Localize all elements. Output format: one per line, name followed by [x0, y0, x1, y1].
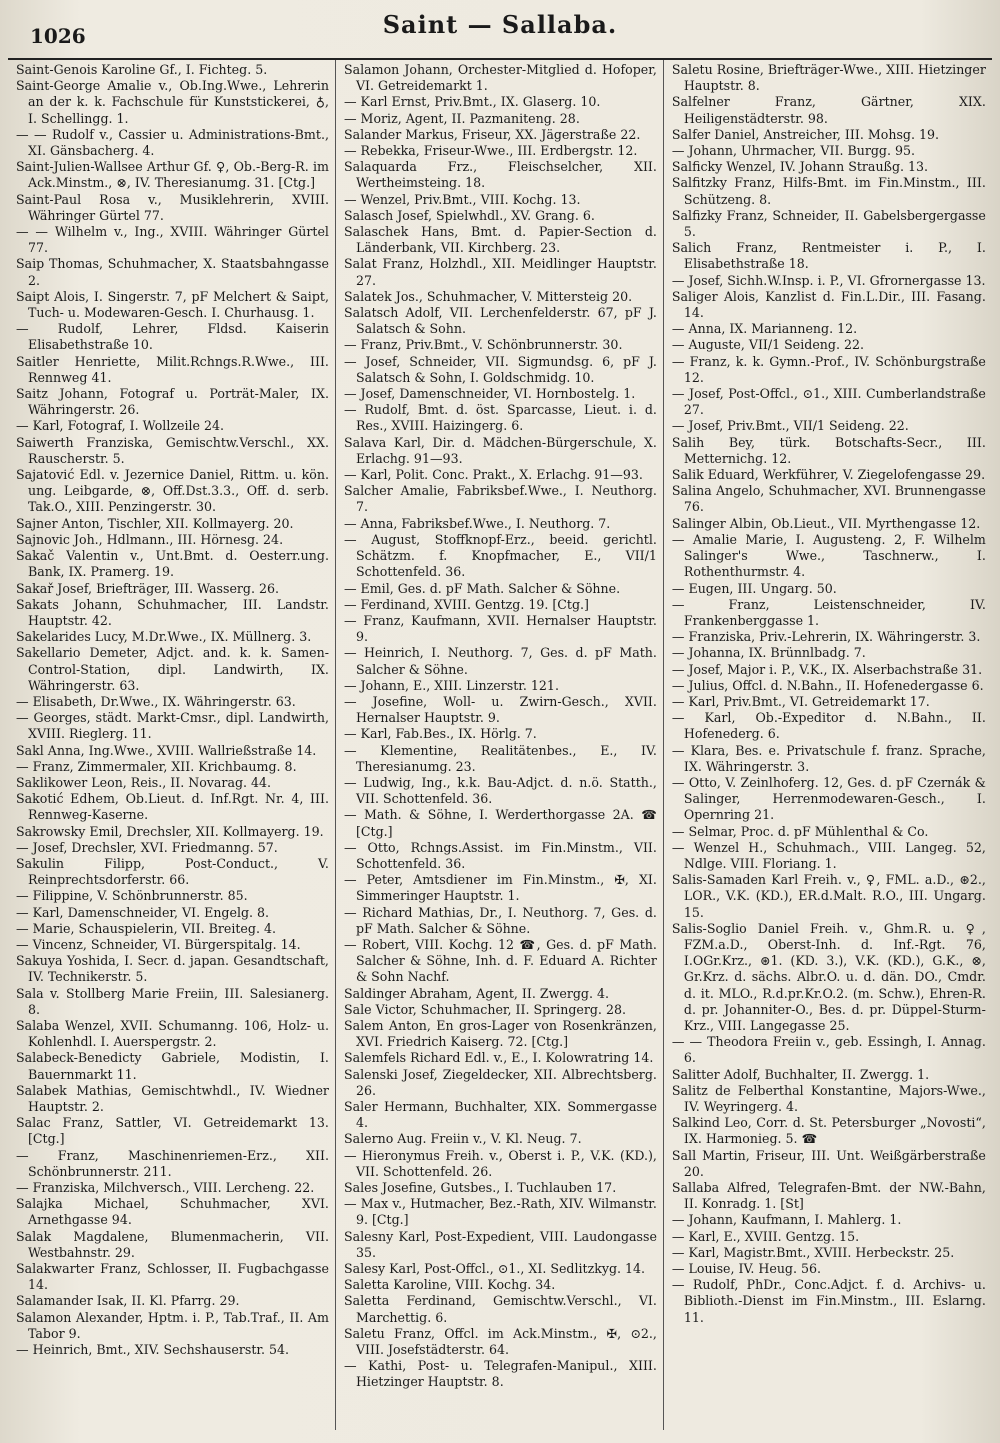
directory-entry: Salemfels Richard Edl. v., E., I. Kolowratring 14. [343, 1050, 654, 1066]
directory-entry: Salina Angelo, Schuhmacher, XVI. Brunnengasse 76. [671, 483, 986, 515]
directory-entry: — Rudolf, PhDr., Conc.Adjct. f. d. Archivs- u. Biblioth.-Dienst im Fin.Minstm., III. Eslarng. 11. [671, 1277, 986, 1325]
directory-entry: Sakellario Demeter, Adjct. and. k. k. Samen-Control-Station, dipl. Landwirth, IX. Währingerstr. 63. [16, 645, 329, 693]
directory-entry: — Karl, E., XVIII. Gentzg. 15. [671, 1228, 860, 1244]
directory-entry: — Anna, Fabriksbef.Wwe., I. Neuthorg. 7. [343, 515, 611, 531]
directory-entry: — Johann, Kaufmann, I. Mahlerg. 1. [671, 1212, 902, 1228]
directory-entry: — Emil, Ges. d. pF Math. Salcher & Söhne. [343, 580, 621, 596]
directory-entry: Salis-Soglio Daniel Freih. v., Ghm.R. u. ♀, FZM.a.D., Oberst-Inh. d. Inf.-Rgt. 76, I.OGr.Krz., ⊛1. (KD. 3.), V.K. (KD.), G.K., ⊗, Gr.Krz. d. sächs. Albr.O. u. d. dän. DO., Cmdr. d. it. MLO., R.d.pr.Kr.O.2. (m. Schw.), Ehren-R. d. pr. Johanniter-O., Bes. d. pr. Düppel-Sturm-Krz., VIII. Langegasse 25. [671, 920, 986, 1033]
directory-entry: — Johann, Uhrmacher, VII. Burgg. 95. [671, 143, 916, 159]
directory-entry: Sakelarides Lucy, M.Dr.Wwe., IX. Müllnerg. 3. [16, 629, 312, 645]
directory-entry: — Karl, Fotograf, I. Wollzeile 24. [16, 418, 224, 434]
directory-column-right [664, 60, 992, 1430]
directory-entry: — Franz, Priv.Bmt., V. Schönbrunnerstr. 30. [343, 337, 623, 353]
directory-entry: Salitz de Felberthal Konstantine, Majors-Wwe., IV. Weyringerg. 4. [671, 1082, 986, 1114]
directory-entry: Salaba Wenzel, XVII. Schumanng. 106, Holz- u. Kohlenhdl. I. Auerspergstr. 2. [16, 1017, 329, 1050]
directory-entry: Salfizky Franz, Schneider, II. Gabelsbergergasse 5. [671, 207, 986, 240]
directory-column-middle [336, 60, 664, 1430]
directory-entry: — Karl, Ob.-Expeditor d. N.Bahn., II. Hofenederg. 6. [671, 710, 986, 742]
directory-entry: — Franziska, Priv.-Lehrerin, IX. Währingerstr. 3. [671, 629, 981, 645]
directory-entry: Salajka Michael, Schuhmacher, XVI. Arnethgasse 94. [16, 1196, 329, 1228]
directory-entry: Salich Franz, Rentmeister i. P., I. Elisabethstraße 18. [671, 240, 986, 272]
directory-column-left [8, 60, 336, 1430]
directory-entry: — Ludwig, Ing., k.k. Bau-Adjct. d. n.ö. Statth., VII. Schottenfeld. 36. [343, 774, 657, 807]
directory-entry: — Karl, Damenschneider, VI. Engelg. 8. [16, 904, 270, 920]
directory-entry: Salava Karl, Dir. d. Mädchen-Bürgerschule, X. Erlachg. 91—93. [343, 434, 657, 466]
directory-entry: — — Rudolf v., Cassier u. Administrations-Bmt., XI. Gänsbacherg. 4. [16, 126, 329, 159]
directory-entry: Saiwerth Franziska, Gemischtw.Verschl., XX. Rauscherstr. 5. [16, 434, 329, 466]
directory-entry: — Peter, Amtsdiener im Fin.Minstm., ✠, XI. Simmeringer Hauptstr. 1. [343, 872, 657, 904]
directory-entry: Sale Victor, Schuhmacher, II. Springerg. 28. [343, 1001, 626, 1017]
directory-entry: Saler Hermann, Buchhalter, XIX. Sommergasse 4. [343, 1099, 657, 1131]
directory-entry: Sall Martin, Friseur, III. Unt. Weißgärberstraße 20. [671, 1147, 986, 1179]
directory-entry: Sakl Anna, Ing.Wwe., XVIII. Wallrießstraße 14. [16, 742, 317, 758]
directory-entry: Sajatović Edl. v. Jezernice Daniel, Rittm. u. kön. ung. Leibgarde, ⊗, Off.Dst.3.3., Off. d. serb. Tak.O., XIII. Penzingerstr. 30. [16, 467, 329, 515]
directory-entry: — Richard Mathias, Dr., I. Neuthorg. 7, Ges. d. pF Math. Salcher & Söhne. [343, 904, 657, 936]
directory-entry: — Josefine, Woll- u. Zwirn-Gesch., XVII. Hernalser Hauptstr. 9. [343, 693, 657, 726]
directory-entry: Salcher Amalie, Fabriksbef.Wwe., I. Neuthorg. 7. [343, 483, 657, 515]
page-title: Saint — Sallaba. [382, 10, 618, 39]
directory-entry: Sakulin Filipp, Post-Conduct., V. Reinprechtsdorferstr. 66. [16, 855, 329, 888]
directory-entry: — Franz, Kaufmann, XVII. Hernalser Hauptstr. 9. [343, 612, 657, 645]
directory-entry: — Amalie Marie, I. Augusteng. 2, F. Wilhelm Salinger's Wwe., Taschnerw., I. Rothenthurmstr. 4. [671, 531, 986, 580]
directory-entry: — Vincenz, Schneider, VI. Bürgerspitalg. 14. [16, 936, 301, 952]
directory-entry: Sakač Valentin v., Unt.Bmt. d. Oesterr.ung. Bank, IX. Pramerg. 19. [16, 548, 329, 580]
directory-entry: Sakotić Edhem, Ob.Lieut. d. Inf.Rgt. Nr. 4, III. Rennweg-Kaserne. [16, 791, 329, 823]
directory-entry: — Robert, VIII. Kochg. 12 ☎, Ges. d. pF Math. Salcher & Söhne, Inh. d. F. Eduard A. Richter & Sohn Nachf. [343, 936, 657, 985]
directory-entry: — Karl, Polit. Conc. Prakt., X. Erlachg. 91—93. [343, 467, 643, 483]
directory-entry: — Franz, k. k. Gymn.-Prof., IV. Schönburgstraße 12. [671, 353, 986, 385]
directory-entry: — Marie, Schauspielerin, VII. Breiteg. 4. [16, 920, 276, 936]
directory-entry: — Josef, Drechsler, XVI. Friedmanng. 57. [16, 839, 278, 855]
directory-entry: — Johanna, IX. Brünnlbadg. 7. [671, 645, 866, 661]
directory-entry: Saletu Franz, Offcl. im Ack.Minstm., ✠, ⊙2., VIII. Josefstädterstr. 64. [343, 1325, 657, 1358]
directory-entry: Salis-Samaden Karl Freih. v., ♀, FML. a.D., ⊛2., LOR., V.K. (KD.), ER.d.Malt. R.O., III. Ungarg. 15. [671, 872, 986, 920]
directory-entry: Salabeck-Benedicty Gabriele, Modistin, I. Bauernmarkt 11. [16, 1050, 329, 1082]
directory-entry: Saitler Henriette, Milit.Rchngs.R.Wwe., III. Rennweg 41. [16, 353, 329, 385]
directory-entry: — Heinrich, I. Neuthorg. 7, Ges. d. pF Math. Salcher & Söhne. [343, 645, 657, 677]
directory-entry: Saint-Genois Karoline Gf., I. Fichteg. 5. [16, 62, 268, 77]
directory-entry: — Max v., Hutmacher, Bez.-Rath, XIV. Wilmanstr. 9. [Ctg.] [343, 1196, 657, 1228]
directory-entry: — Math. & Söhne, I. Werderthorgasse 2A. ☎ [Ctg.] [343, 807, 657, 839]
directory-entry: Salat Franz, Holzhdl., XII. Meidlinger Hauptstr. 27. [343, 256, 657, 288]
directory-entry: Sala v. Stollberg Marie Freiin, III. Salesianerg. 8. [16, 985, 329, 1017]
directory-entry: — Josef, Major i. P., V.K., IX. Alserbachstraße 31. [671, 661, 983, 677]
directory-entry: Salak Magdalene, Blumenmacherin, VII. Westbahnstr. 29. [16, 1228, 329, 1260]
page-number: 1026 [30, 24, 86, 48]
directory-entry: Salaquarda Frz., Fleischselcher, XII. Wertheimsteing. 18. [343, 159, 657, 191]
directory-entry: Sajner Anton, Tischler, XII. Kollmayerg. 20. [16, 515, 294, 531]
directory-entry: Saitz Johann, Fotograf u. Porträt-Maler, IX. Währingerstr. 26. [16, 386, 329, 418]
directory-entry: Salficky Wenzel, IV. Johann Straußg. 13. [671, 159, 929, 175]
directory-entry: Salatek Jos., Schuhmacher, V. Mittersteig 20. [343, 288, 633, 304]
directory-entry: — Rebekka, Friseur-Wwe., III. Erdbergstr. 12. [343, 143, 638, 159]
directory-entry: — Josef, Post-Offcl., ⊙1., XIII. Cumberlandstraße 27. [671, 386, 986, 418]
directory-entry: Salfelner Franz, Gärtner, XIX. Heiligenstädterstr. 98. [671, 94, 986, 126]
directory-entry: Salamon Johann, Orchester-Mitglied d. Hofoper, VI. Getreidemarkt 1. [343, 62, 657, 94]
directory-entry: — Franz, Leistenschneider, IV. Frankenberggasse 1. [671, 596, 986, 628]
directory-entry: — Wenzel, Priv.Bmt., VIII. Kochg. 13. [343, 191, 581, 207]
directory-entry: — Josef, Schneider, VII. Sigmundsg. 6, pF J. Salatsch & Sohn, I. Goldschmidg. 10. [343, 353, 657, 385]
directory-entry: Sakrowsky Emil, Drechsler, XII. Kollmayerg. 19. [16, 823, 324, 839]
directory-entry: Salac Franz, Sattler, VI. Getreidemarkt 13. [Ctg.] [16, 1115, 329, 1147]
directory-entry: — Franziska, Milchversch., VIII. Lercheng. 22. [16, 1180, 315, 1196]
directory-entry: Salatsch Adolf, VII. Lerchenfelderstr. 67, pF J. Salatsch & Sohn. [343, 305, 657, 337]
directory-entry: Salitter Adolf, Buchhalter, II. Zwergg. 1. [671, 1066, 930, 1082]
directory-entry: Salinger Albin, Ob.Lieut., VII. Myrthengasse 12. [671, 515, 981, 531]
directory-entry: Sakař Josef, Briefträger, III. Wasserg. 26. [16, 580, 280, 596]
directory-entry: Saliger Alois, Kanzlist d. Fin.L.Dir., III. Fasang. 14. [671, 288, 986, 321]
directory-entry: — Anna, IX. Marianneng. 12. [671, 321, 858, 337]
directory-entry: — Georges, städt. Markt-Cmsr., dipl. Landwirth, XVIII. Rieglerg. 11. [16, 710, 329, 742]
directory-entry: Salih Bey, türk. Botschafts-Secr., III. Metternichg. 12. [671, 434, 986, 466]
directory-entry: Sakuya Yoshida, I. Secr. d. japan. Gesandtschaft, IV. Technikerstr. 5. [16, 953, 329, 985]
directory-entry: — Karl Ernst, Priv.Bmt., IX. Glaserg. 10. [343, 94, 601, 110]
directory-entry: — Klara, Bes. e. Privatschule f. franz. Sprache, IX. Währingerstr. 3. [671, 742, 986, 774]
directory-entry: Salfitzky Franz, Hilfs-Bmt. im Fin.Minstm., III. Schützeng. 8. [671, 175, 986, 207]
directory-entry: — — Theodora Freiin v., geb. Essingh, I. Annag. 6. [671, 1034, 986, 1066]
directory-entry: — Franz, Maschinenriemen-Erz., XII. Schönbrunnerstr. 211. [16, 1147, 329, 1179]
directory-entry: — Josef, Damenschneider, VI. Hornbostelg. 1. [343, 386, 636, 402]
directory-entry: — Auguste, VII/1 Seideng. 22. [671, 337, 864, 353]
directory-entry: — Otto, V. Zeinlhoferg. 12, Ges. d. pF Czernák & Salinger, Herrenmodewaren-Gesch., I. Opernring 21. [671, 774, 986, 823]
directory-entry: — Karl, Fab.Bes., IX. Hörlg. 7. [343, 726, 537, 742]
directory-entry: Salesny Karl, Post-Expedient, VIII. Laudongasse 35. [343, 1228, 657, 1260]
directory-entry: Saletta Ferdinand, Gemischtw.Verschl., VI. Marchettig. 6. [343, 1293, 657, 1325]
directory-entry: Saip Thomas, Schuhmacher, X. Staatsbahngasse 2. [16, 256, 329, 288]
directory-entry: — Hieronymus Freih. v., Oberst i. P., V.K. (KD.), VII. Schottenfeld. 26. [343, 1147, 657, 1179]
directory-entry: — Louise, IV. Heug. 56. [671, 1261, 822, 1277]
directory-entry: Salerno Aug. Freiin v., V. Kl. Neug. 7. [343, 1131, 582, 1147]
directory-entry: Sajnovic Joh., Hdlmann., III. Hörnesg. 24. [16, 531, 284, 547]
directory-entry: Sales Josefine, Gutsbes., I. Tuchlauben 17. [343, 1180, 617, 1196]
directory-entry: Salenski Josef, Ziegeldecker, XII. Albrechtsberg. 26. [343, 1066, 657, 1098]
directory-entry: — Eugen, III. Ungarg. 50. [671, 580, 837, 596]
directory-entry: Salamander Isak, II. Kl. Pfarrg. 29. [16, 1293, 240, 1309]
directory-entry: Saint-George Amalie v., Ob.Ing.Wwe., Lehrerin an der k. k. Fachschule für Kunststickerei, ♁, I. Schellingg. 1. [16, 78, 329, 126]
directory-entry: — Kathi, Post- u. Telegrafen-Manipul., XIII. Hietzinger Hauptstr. 8. [343, 1358, 657, 1390]
directory-entry: — Karl, Magistr.Bmt., XVIII. Herbeckstr. 25. [671, 1244, 955, 1260]
directory-entry: — Heinrich, Bmt., XIV. Sechshauserstr. 54. [16, 1342, 290, 1358]
directory-entry: Salkind Leo, Corr. d. St. Petersburger „Novosti“, IX. Harmonieg. 5. ☎ [671, 1115, 986, 1147]
directory-entry: Sakats Johann, Schuhmacher, III. Landstr. Hauptstr. 42. [16, 596, 329, 628]
page-header [8, 0, 992, 60]
directory-entry: Salamon Alexander, Hptm. i. P., Tab.Traf., II. Am Tabor 9. [16, 1309, 329, 1341]
directory-entry: Salaschek Hans, Bmt. d. Papier-Section d. Länderbank, VII. Kirchberg. 23. [343, 224, 657, 256]
directory-entry: Salabek Mathias, Gemischtwhdl., IV. Wiedner Hauptstr. 2. [16, 1082, 329, 1114]
directory-entry: — Elisabeth, Dr.Wwe., IX. Währingerstr. 63. [16, 693, 296, 709]
directory-entry: Saint-Paul Rosa v., Musiklehrerin, XVIII. Währinger Gürtel 77. [16, 191, 329, 223]
directory-entry: — Filippine, V. Schönbrunnerstr. 85. [16, 888, 248, 904]
directory-entry: — Josef, Priv.Bmt., VII/1 Seideng. 22. [671, 418, 909, 434]
directory-entry: — Rudolf, Lehrer, Fldsd. Kaiserin Elisabethstraße 10. [16, 321, 329, 353]
directory-entry: Salesy Karl, Post-Offcl., ⊙1., XI. Sedlitzkyg. 14. [343, 1261, 646, 1277]
directory-entry: — Julius, Offcl. d. N.Bahn., II. Hofenedergasse 6. [671, 677, 984, 693]
directory-entry: — Selmar, Proc. d. pF Mühlenthal & Co. [671, 823, 929, 839]
directory-entry: — — Wilhelm v., Ing., XVIII. Währinger Gürtel 77. [16, 224, 329, 256]
directory-entry: Saipt Alois, I. Singerstr. 7, pF Melchert & Saipt, Tuch- u. Modewaren-Gesch. I. Churhausg. 1. [16, 288, 329, 321]
directory-entry: — Karl, Priv.Bmt., VI. Getreidemarkt 17. [671, 693, 930, 709]
directory-entry: Salfer Daniel, Anstreicher, III. Mohsg. 19. [671, 126, 940, 142]
directory-entry: — Josef, Sichh.W.Insp. i. P., VI. Gfrornergasse 13. [671, 272, 986, 288]
directory-entry: — Johann, E., XIII. Linzerstr. 121. [343, 677, 559, 693]
directory-entry: — Klementine, Realitätenbes., E., IV. Theresianumg. 23. [343, 742, 657, 774]
directory-entry: — Ferdinand, XVIII. Gentzg. 19. [Ctg.] [343, 596, 589, 612]
directory-entry: Saletta Karoline, VIII. Kochg. 34. [343, 1277, 556, 1293]
directory-entry: — Otto, Rchngs.Assist. im Fin.Minstm., VII. Schottenfeld. 36. [343, 839, 657, 871]
directory-columns [8, 60, 992, 1430]
directory-entry: — Wenzel H., Schuhmach., VIII. Langeg. 52, Ndlge. VIII. Floriang. 1. [671, 839, 986, 871]
directory-entry: Salik Eduard, Werkführer, V. Ziegelofengasse 29. [671, 467, 986, 483]
directory-entry: Salander Markus, Friseur, XX. Jägerstraße 22. [343, 126, 641, 142]
directory-entry: — Rudolf, Bmt. d. öst. Sparcasse, Lieut. i. d. Res., XVIII. Haizingerg. 6. [343, 402, 657, 434]
directory-entry: Saldinger Abraham, Agent, II. Zwergg. 4. [343, 985, 609, 1001]
directory-entry: — Franz, Zimmermaler, XII. Krichbaumg. 8. [16, 758, 297, 774]
directory-entry: Salakwarter Franz, Schlosser, II. Fugbachgasse 14. [16, 1261, 329, 1293]
directory-entry: Saletu Rosine, Briefträger-Wwe., XIII. Hietzinger Hauptstr. 8. [671, 62, 986, 94]
directory-entry: — Moriz, Agent, II. Pazmaniteng. 28. [343, 110, 580, 126]
directory-entry: Sallaba Alfred, Telegrafen-Bmt. der NW.-Bahn, II. Konradg. 1. [St] [671, 1180, 986, 1212]
directory-entry: Salem Anton, En gros-Lager von Rosenkränzen, XVI. Friedrich Kaiserg. 72. [Ctg.] [343, 1017, 657, 1050]
directory-entry: Salasch Josef, Spielwhdl., XV. Grang. 6. [343, 207, 595, 223]
directory-entry: Saint-Julien-Wallsee Arthur Gf. ♀, Ob.-Berg-R. im Ack.Minstm., ⊗, IV. Theresianumg. 31. [Ctg.] [16, 159, 329, 191]
directory-entry: Saklikower Leon, Reis., II. Novarag. 44. [16, 774, 272, 790]
directory-entry: — August, Stoffknopf-Erz., beeid. gerichtl. Schätzm. f. Knopfmacher, E., VII/1 Schottenfeld. 36. [343, 531, 657, 580]
